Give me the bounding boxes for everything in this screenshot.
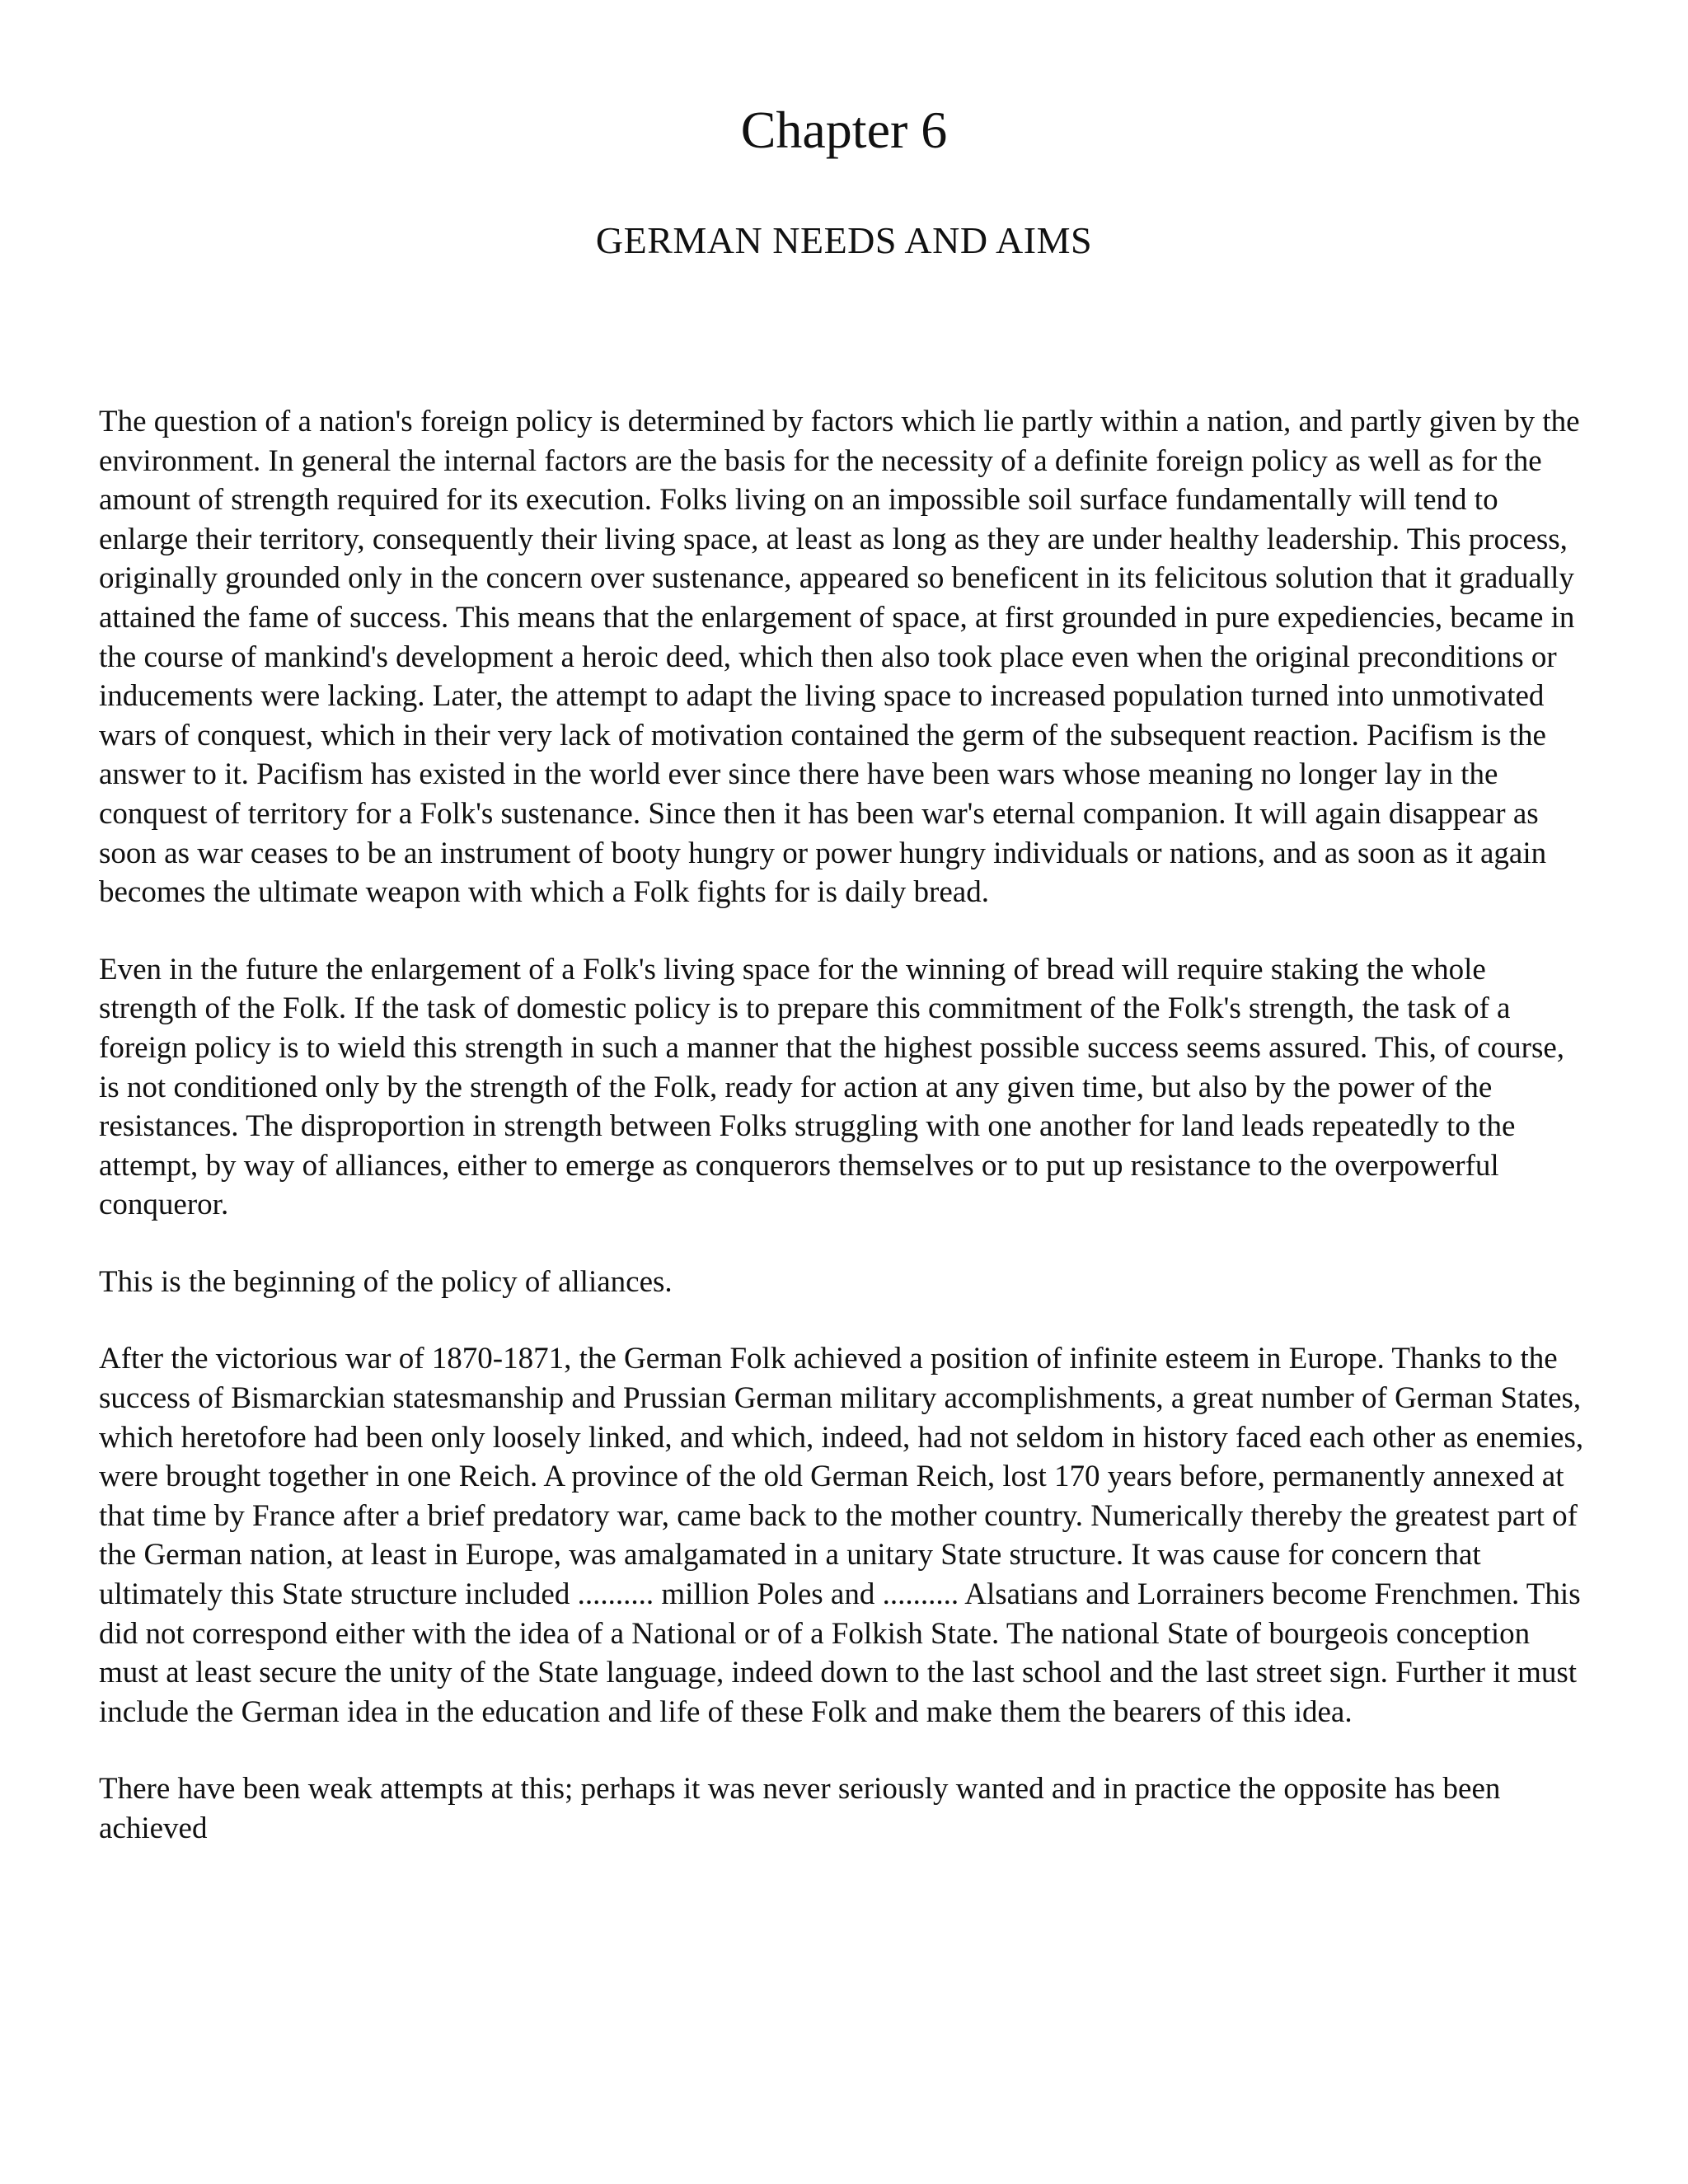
- paragraph: This is the beginning of the policy of alliances.: [99, 1264, 673, 1299]
- paragraph: Even in the future the enlargement of a Folk's living space for the winning of bread will require staking the whole strength of the Folk. If the task of domestic policy is to prepare this commitment of the Folk's strength, the task of a foreign policy is to wield this strength in such a manner that the highest possible success seems assured. This, of course, is not conditioned only by the strength of the Folk, ready for action at any given time, but also by the power of the resistances. The disproportion in strength between Folks struggling with one another for land leads repeatedly to the attempt, by way of alliances, either to emerge as conquerors themselves or to put up resistance to the overpowerful conqueror.: [99, 952, 1565, 1222]
- paragraph: There have been weak attempts at this; perhaps it was never seriously wanted and in practice the opposite has been achieved: [99, 1772, 1501, 1845]
- paragraph: The question of a nation's foreign policy is determined by factors which lie partly within a nation, and partly given by the environment. In general the internal factors are the basis for the necessity of a definite foreign policy as well as for the amount of strength required for its execution. Folks living on an impossible soil surface fundamentally will tend to enlarge their territory, consequently their living space, at least as long as they are under healthy leadership. This process, originally grounded only in the concern over sustenance, appeared so beneficent in its felicitous solution that it gradually attained the fame of success. This means that the enlargement of space, at first grounded in pure expediencies, became in the course of mankind's development a heroic deed, which then also took place even when the original preconditions or inducements were lacking. Later, the attempt to adapt the living space to increased population turned into unmotivated wars of conquest, which in their very lack of motivation contained the germ of the subsequent reaction. Pacifism is the answer to it. Pacifism has existed in the world ever since there have been wars whose meaning no longer lay in the conquest of territory for a Folk's sustenance. Since then it has been war's eternal companion. It will again disappear as soon as war ceases to be an instrument of booty hungry or power hungry individuals or nations, and as soon as it again becomes the ultimate weapon with which a Folk fights for is daily bread.: [99, 405, 1580, 910]
- body-text: [99, 402, 1589, 1886]
- paragraph: After the victorious war of 1870-1871, the German Folk achieved a position of infinite esteem in Europe. Thanks to the success of Bismarckian statesmanship and Prussian German military accomplishments, a great number of German States, which heretofore had been only loosely linked, and which, indeed, had not seldom in history faced each other as enemies, were brought together in one Reich. A province of the old German Reich, lost 170 years before, permanently annexed at that time by France after a brief predatory war, came back to the mother country. Numerically thereby the greatest part of the German nation, at least in Europe, was amalgamated in a unitary State structure. It was cause for concern that ultimately this State structure included .......... million Poles and .......... Alsatians and Lorrainers become Frenchmen. This did not correspond either with the idea of a National or of a Folkish State. The national State of bourgeois conception must at least secure the unity of the State language, indeed down to the last school and the last street sign. Further it must include the German idea in the education and life of these Folk and make them the bearers of this idea.: [99, 1342, 1584, 1729]
- chapter-subtitle: GERMAN NEEDS AND AIMS: [595, 219, 1093, 261]
- chapter-title: Chapter 6: [740, 101, 948, 159]
